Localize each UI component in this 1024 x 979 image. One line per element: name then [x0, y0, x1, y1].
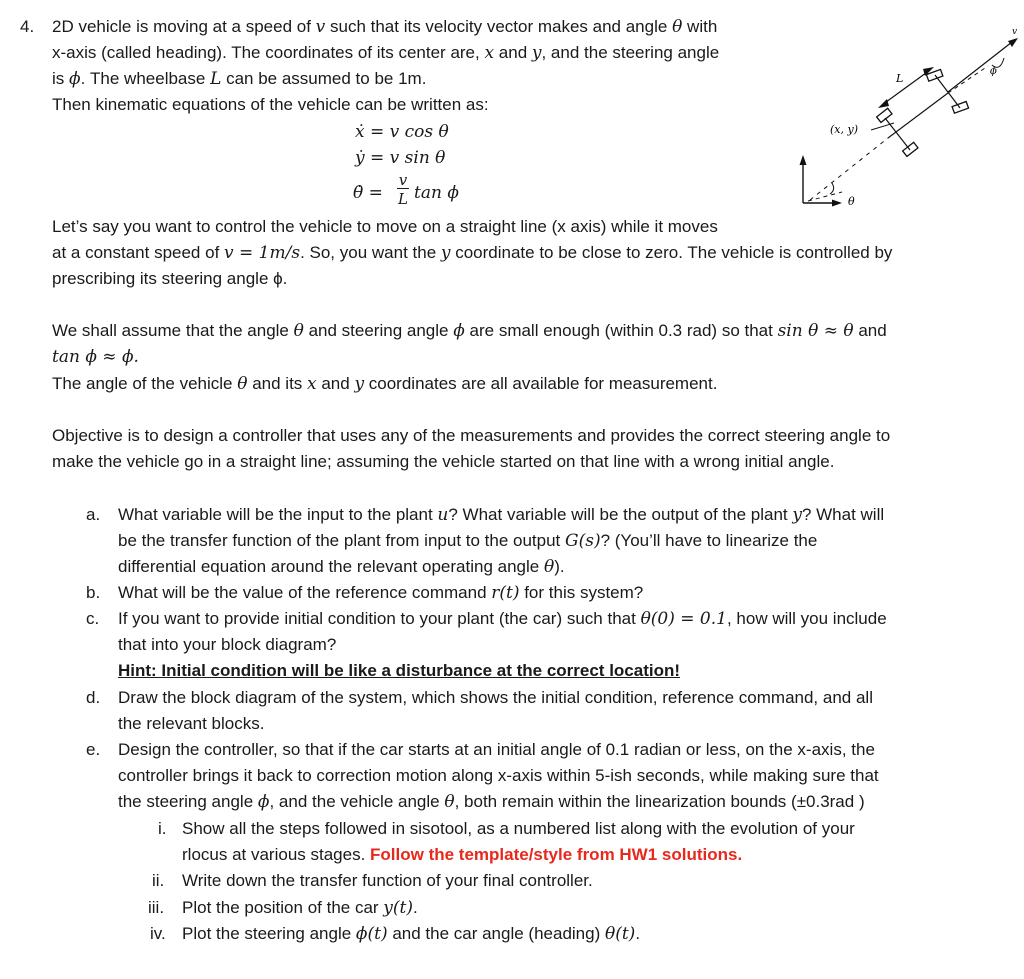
part-c-hint: Hint: Initial condition will be like a disturbance at the correct location! — [118, 661, 681, 680]
assume-line-2: tan ϕ ≈ ϕ. — [52, 347, 139, 367]
xy-leader — [871, 123, 894, 130]
theta-arc — [830, 183, 834, 194]
front-axle — [935, 75, 960, 108]
intro-line-2: x-axis (called heading). The coordinates of its center are, x and y, and the steering angle — [52, 43, 720, 63]
sub-ii-label: ii. — [152, 871, 165, 890]
part-c-line-1: If you want to provide initial condition to your plant (the car) such that θ(0) = 0.1, how will you include — [118, 609, 887, 629]
part-c-label: c. — [86, 609, 100, 628]
part-d-line-2: the relevant blocks. — [118, 714, 265, 733]
sub-ii-text: Write down the transfer function of your final controller. — [182, 871, 593, 890]
vehicle-axis — [888, 93, 948, 138]
sub-i-label: i. — [158, 819, 167, 838]
sub-iv-text: Plot the steering angle ϕ(t) and the car angle (heading) θ(t). — [182, 924, 641, 944]
heading-reference-dashed — [808, 192, 842, 201]
vehicle-diagram — [770, 20, 1024, 220]
rear-left-wheel — [877, 108, 892, 122]
front-right-wheel — [952, 102, 968, 114]
sub-i-line-2: rlocus at various stages. Follow the template/style from HW1 solutions. — [182, 845, 743, 864]
wheelbase-label: L — [896, 72, 904, 85]
x-axis-arrowhead — [832, 200, 842, 207]
part-e-line-3: the steering angle ϕ, and the vehicle angle θ, both remain within the linearization bounds (±0.3rad ) — [118, 792, 865, 812]
part-a-line-2: be the transfer function of the plant from input to the output G(s)? (You’ll have to linearize the — [118, 531, 818, 551]
wheelbase-arrowhead-rear — [878, 99, 889, 108]
heading-dashed-line — [810, 138, 888, 200]
sub-iv-label: iv. — [150, 924, 166, 943]
sub-i-line-1: Show all the steps followed in sisotool, as a numbered list along with the evolution of your — [182, 819, 855, 838]
fraction-denominator: L — [398, 190, 408, 208]
template-instruction: Follow the template/style from HW1 solutions. — [370, 845, 743, 864]
objective-line-1: Objective is to design a controller that uses any of the measurements and provides the correct steering angle to — [52, 426, 891, 445]
assume-line-3: The angle of the vehicle θ and its x and y coordinates are all available for measurement. — [52, 374, 718, 394]
equation-x-dot: ẋ = v cos θ — [355, 122, 449, 142]
part-b-label: b. — [86, 583, 101, 602]
part-b-line-1: What will be the value of the reference command r(t) for this system? — [118, 583, 644, 603]
part-d-label: d. — [86, 688, 101, 707]
control-line-1: Let’s say you want to control the vehicle to move on a straight line (x axis) while it moves — [52, 217, 718, 236]
equation-y-dot: ẏ = v sin θ — [355, 148, 446, 168]
phi-label: ϕ — [990, 66, 997, 77]
part-e-line-2: controller brings it back to correction motion along x-axis within 5-ish seconds, while making sure that — [118, 766, 879, 785]
part-e-line-1: Design the controller, so that if the car starts at an initial angle of 0.1 radian or less, on the x-axis, the — [118, 740, 875, 759]
heading-continuation — [948, 66, 988, 93]
sub-iii-text: Plot the position of the car y(t). — [182, 898, 418, 918]
equation-tan-phi: tan ϕ — [414, 183, 459, 203]
fraction-numerator: v — [398, 171, 408, 189]
intro-line-3: is ϕ. The wheelbase L can be assumed to be 1m. — [52, 69, 427, 89]
intro-line-1: 2D vehicle is moving at a speed of v such that its velocity vector makes and angle θ with — [52, 17, 718, 37]
part-a-line-3: differential equation around the relevant operating angle θ). — [118, 557, 565, 577]
part-c-line-2: that into your block diagram? — [118, 635, 337, 654]
velocity-arrowhead — [1008, 38, 1018, 47]
wheelbase-arrowhead-front — [923, 67, 934, 76]
wheelbase-dimension — [882, 70, 930, 105]
problem-number: 4. — [20, 17, 35, 36]
intro-line-4: Then kinematic equations of the vehicle can be written as: — [52, 95, 489, 114]
y-axis-arrowhead — [800, 155, 807, 165]
part-e-label: e. — [86, 740, 101, 759]
part-d-line-1: Draw the block diagram of the system, which shows the initial condition, reference command, and all — [118, 688, 873, 707]
equation-theta-dot: θ̇ = — [353, 183, 383, 203]
sub-iii-label: iii. — [148, 898, 165, 917]
assume-line-1: We shall assume that the angle θ and steering angle ϕ are small enough (within 0.3 rad) so that sin θ ≈ θ and — [52, 321, 887, 341]
objective-line-2: make the vehicle go in a straight line; assuming the vehicle started on that line with a wrong initial angle. — [52, 452, 835, 471]
velocity-vector — [948, 42, 1012, 92]
part-a-line-1: What variable will be the input to the plant u? What variable will be the output of the plant y? What will — [118, 505, 885, 525]
theta-label: θ — [848, 195, 855, 208]
velocity-label: v — [1012, 27, 1018, 37]
control-line-2: at a constant speed of v = 1m/s. So, you want the y coordinate to be close to zero. The vehicle is controlled by — [52, 243, 893, 263]
rear-axle — [885, 118, 910, 150]
part-a-label: a. — [86, 505, 101, 524]
xy-label: (x, y) — [830, 123, 858, 136]
control-line-3: prescribing its steering angle ϕ. — [52, 269, 288, 288]
